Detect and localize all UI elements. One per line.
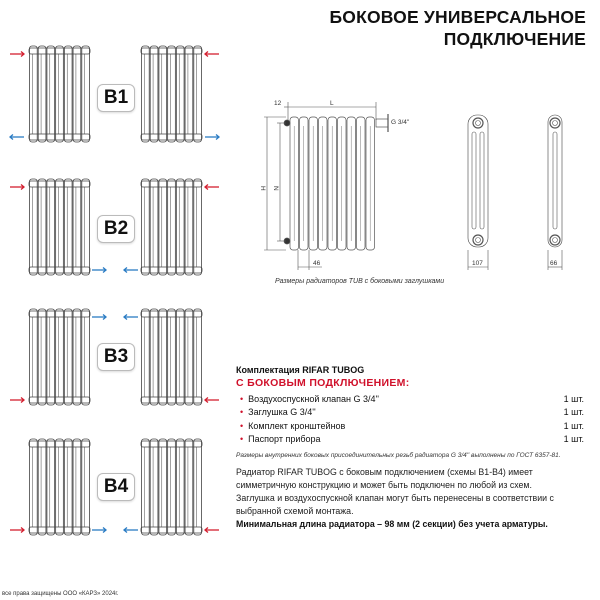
- scheme-b3: [0, 305, 232, 415]
- radiator-icon: [29, 309, 90, 405]
- kit-item: [236, 392, 584, 406]
- dim-46: 46: [313, 260, 321, 267]
- supply-arrow-icon: [205, 398, 219, 403]
- return-arrow-icon: [10, 135, 24, 140]
- return-arrow-icon: [124, 528, 138, 533]
- supply-arrow-icon: [205, 52, 219, 57]
- kit-item-name: Паспорт прибора: [248, 434, 321, 445]
- description-p3: Минимальная длина радиатора – 98 мм (2 секции) без учета арматуры.: [236, 519, 548, 529]
- kit-section: [236, 365, 584, 459]
- return-arrow-icon: [92, 268, 106, 273]
- copyright: все права защищены ООО «КАРЗ» 2024г.: [2, 591, 119, 597]
- bullet-icon: •: [240, 434, 244, 445]
- radiator-icon: [29, 439, 90, 535]
- kit-item: [236, 406, 584, 420]
- side-view-107: [468, 115, 488, 270]
- supply-arrow-icon: [10, 52, 24, 57]
- dim-107: 107: [472, 260, 483, 267]
- kit-item-qty: 1 шт.: [563, 434, 584, 445]
- radiator-icon: [141, 179, 202, 275]
- return-arrow-icon: [124, 268, 138, 273]
- bullet-icon: •: [240, 407, 244, 418]
- radiator-icon: [29, 179, 90, 275]
- scheme-label: B1: [97, 84, 135, 112]
- kit-item-qty: 1 шт.: [563, 407, 584, 418]
- kit-note: Размеры внутренних боковых присоединительных резьб радиатора G 3/4'' выполнены по ГОСТ 6357-81.: [236, 452, 561, 459]
- dimension-drawing: [240, 90, 600, 280]
- page-title: БОКОВОЕ УНИВЕРСАЛЬНОЕ ПОДКЛЮЧЕНИЕ: [329, 7, 586, 49]
- description: [236, 466, 588, 531]
- supply-arrow-icon: [205, 528, 219, 533]
- kit-item-name: Комплект кронштейнов: [248, 420, 346, 431]
- kit-item-qty: 1 шт.: [563, 420, 584, 431]
- scheme-label: B2: [97, 215, 135, 243]
- kit-item-name: Воздухоспускной клапан G 3/4'': [248, 393, 379, 404]
- supply-arrow-icon: [205, 185, 219, 190]
- scheme-b1: [0, 42, 232, 152]
- dim-thread: G 3/4'': [391, 119, 410, 126]
- description-p1: Радиатор RIFAR TUBOG с боковым подключением (схемы B1-B4) имеет симметричную конструкцию и может быть подключен по любой из схем.: [236, 467, 533, 490]
- kit-item: [236, 433, 584, 447]
- radiator-icon: [141, 309, 202, 405]
- scheme-label: B4: [97, 473, 135, 501]
- bullet-icon: •: [240, 420, 244, 431]
- radiator-icon: [141, 46, 202, 142]
- scheme-b4: [0, 435, 232, 545]
- return-arrow-icon: [92, 315, 106, 320]
- supply-arrow-icon: [10, 528, 24, 533]
- dim-h: H: [259, 186, 266, 191]
- bullet-icon: •: [240, 393, 244, 404]
- side-view-66: [548, 115, 562, 270]
- dim-66: 66: [550, 260, 558, 267]
- front-view: [284, 114, 388, 250]
- drawing-caption: Размеры радиаторов TUB с боковыми заглушками: [275, 278, 445, 285]
- dim-12: 12: [274, 100, 282, 107]
- kit-subheading: С БОКОВЫМ ПОДКЛЮЧЕНИЕМ:: [236, 377, 410, 389]
- return-arrow-icon: [205, 135, 219, 140]
- dim-l: L: [330, 100, 334, 107]
- supply-arrow-icon: [10, 398, 24, 403]
- kit-item-name: Заглушка G 3/4'': [248, 407, 316, 418]
- radiator-icon: [29, 46, 90, 142]
- kit-heading: Комплектация RIFAR TUBOG: [236, 365, 365, 375]
- description-p2: Заглушка и воздухоспускной клапан могут быть перенесены в соответствии с выбранной схемой монтажа.: [236, 493, 554, 516]
- scheme-label: B3: [97, 343, 135, 371]
- radiator-icon: [141, 439, 202, 535]
- supply-arrow-icon: [10, 185, 24, 190]
- return-arrow-icon: [92, 528, 106, 533]
- kit-item: [236, 419, 584, 433]
- scheme-b2: [0, 175, 232, 285]
- kit-item-qty: 1 шт.: [563, 393, 584, 404]
- return-arrow-icon: [124, 315, 138, 320]
- dim-n: N: [272, 186, 279, 191]
- kit-list: [236, 392, 584, 446]
